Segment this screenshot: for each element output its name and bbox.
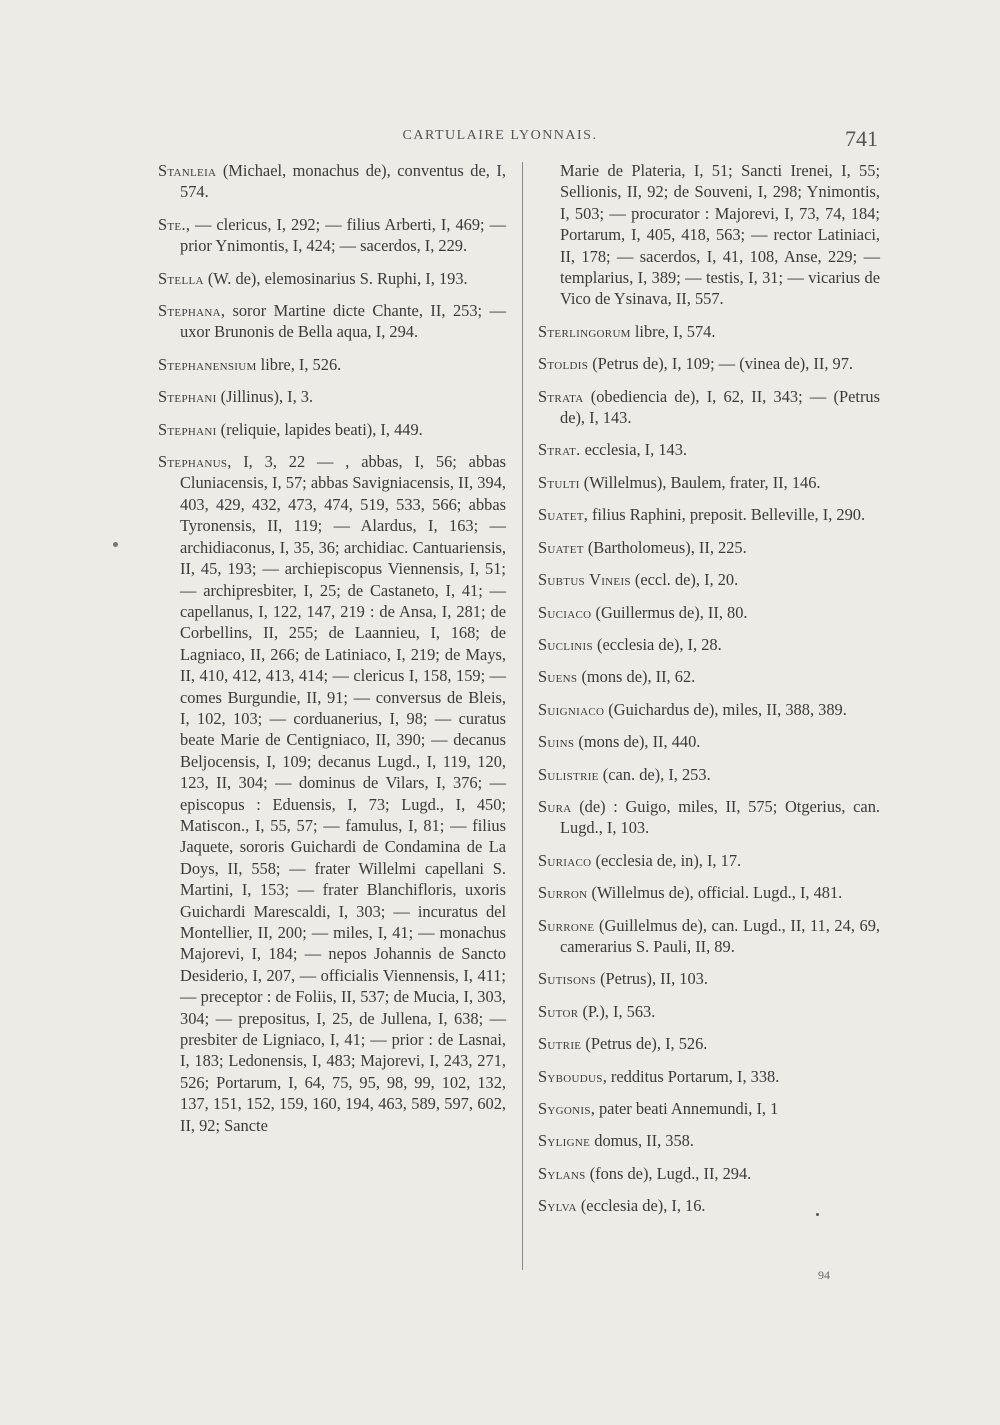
entry-text: (Guillelmus de), can. Lugd., II, 11, 24, 69, camerarius S. Pauli, II, 89. bbox=[560, 915, 880, 956]
entry-headword: Stephani bbox=[158, 419, 217, 439]
entry-headword: Stephanus bbox=[158, 452, 228, 472]
entry-text: (Michael, monachus de), conventus de, I, 574. bbox=[180, 161, 506, 202]
entry-text: , — clericus, I, 292; — filius Arberti, I, 469; — prior Ynimontis, I, 424; — sacerdos, I, 229. bbox=[180, 214, 506, 256]
entry-text: (P.), I, 563. bbox=[578, 1001, 656, 1021]
entry-headword: Sutor bbox=[538, 1001, 579, 1021]
index-entry bbox=[158, 386, 506, 407]
index-entry bbox=[158, 451, 506, 1136]
entry-text: (Bartholomeus), II, 225. bbox=[583, 537, 747, 557]
entry-text: (W. de), elemosinarius S. Ruphi, I, 193. bbox=[203, 268, 468, 288]
entry-text: , pater beati Annemundi, I, 1 bbox=[590, 1099, 779, 1118]
entry-text: libre, I, 574. bbox=[630, 321, 716, 341]
index-entry bbox=[158, 354, 506, 375]
entry-headword: Suatet bbox=[538, 505, 584, 525]
index-entry bbox=[538, 1130, 880, 1151]
index-entry bbox=[158, 214, 506, 257]
entry-text: (Willelmus de), official. Lugd., I, 481. bbox=[587, 883, 843, 903]
entry-text: (eccl. de), I, 20. bbox=[630, 570, 739, 590]
entry-text: Marie de Plateria, I, 51; Sancti Irenei, I, 55; Sellionis, II, 92; de Souveni, I, 298; Ynimontis, I, 503; — procurator : Majorevi, I, 73, 74, 184; Portarum, I, 405, 418, 563; — rector Latiniaci, II, 178; — sacerdos, I, 41, 108, Anse, 229; — templarius, I, 389; — testis, I, 31; — vicarius de Vico de Ysinava, II, 557. bbox=[560, 161, 880, 309]
index-entry bbox=[538, 731, 880, 752]
index-entry bbox=[538, 602, 880, 623]
entry-text: (de) : Guigo, miles, II, 575; Otgerius, can. Lugd., I, 103. bbox=[560, 796, 880, 838]
entry-text: (Willelmus), Baulem, frater, II, 146. bbox=[579, 472, 821, 492]
entry-headword: Stephanensium bbox=[158, 354, 257, 374]
index-entry bbox=[538, 850, 880, 871]
running-header: CARTULAIRE LYONNAIS. bbox=[402, 128, 598, 143]
entry-headword: Strat. bbox=[538, 440, 581, 460]
entry-headword: Sygonis bbox=[538, 1099, 591, 1118]
entry-text: , filius Raphini, preposit. Belleville, I, 290. bbox=[583, 505, 866, 525]
entry-text: , redditus Portarum, I, 338. bbox=[602, 1066, 780, 1086]
entry-text: (ecclesia de), I, 16. bbox=[576, 1196, 706, 1216]
entry-headword: Strata bbox=[538, 386, 584, 406]
index-entry bbox=[538, 504, 880, 525]
entry-headword: Suins bbox=[538, 732, 575, 752]
entry-headword: Subtus Vineis bbox=[538, 570, 631, 590]
entry-text: (Petrus), II, 103. bbox=[595, 969, 708, 989]
index-entry bbox=[538, 537, 880, 558]
entry-headword: Suriaco bbox=[538, 850, 592, 870]
entry-text: (mons de), II, 62. bbox=[577, 667, 696, 687]
index-entry bbox=[538, 386, 880, 429]
entry-headword: Surron bbox=[538, 883, 588, 903]
entry-headword: Stulti bbox=[538, 472, 580, 492]
entry-headword: Sylans bbox=[538, 1163, 586, 1183]
index-entry bbox=[538, 666, 880, 687]
entry-headword: Stephani bbox=[158, 387, 217, 407]
index-entry bbox=[538, 764, 880, 785]
index-entry bbox=[538, 634, 880, 655]
entry-text: , I, 3, 22 — , abbas, I, 56; abbas Cluniacensis, I, 57; abbas Savigniacensis, II, 394, 403, 429, 432, 473, 474, 519, 533, 566; abbas Tyronensis, II, 119; — Alardus, I, 163; — archidiaconus, I, 35, 36; archidiac. Cantuariensis, II, 45, 193; — archiepiscopus Viennensis, I, 51; — archipresbiter, I, 25; de Castaneto, I, 41; — capellanus, I, 122, 147, 219 : de Ansa, I, 281; de Corbellins, II, 255; de Laannieu, I, 168; de Lagniaco, II, 266; de Latiniaco, I, 219; de Mays, II, 410, 412, 413, 414; — clericus I, 158, 159; — comes Burgundie, II, 91; — conversus de Bleis, I, 102, 103; — corduanerius, I, 98; — curatus beate Marie de Centigniaco, II, 390; — decanus Beljocensis, I, 109; decanus Lugd., I, 119, 120, 123, II, 304; — dominus de Vilars, I, 376; — episcopus : Eduensis, I, 73; Lugd., I, 450; Matiscon., I, 55, 57; — famulus, I, 81; — filius Jaquete, sororis Guichardi de Condamina de La Doys, II, 558; — frater Willelmi capellani S. Martini, I, 153; — frater Blanchifloris, uxoris Guichardi Marescaldi, I, 303; — incuratus del Montellier, II, 200; — miles, I, 41; — monachus Majorevi, I, 184; — nepos Johannis de Sancto Desiderio, I, 207, — officialis Viennensis, I, 411; — preceptor : de Foliis, II, 537; de Mucia, I, 303, 304; — prepositus, I, 25, de Jullena, I, 638; — presbiter de Ligniaco, I, 41; — prior : de Lasnai, I, 183; Ledonensis, I, 483; Majorevi, I, 243, 271, 526; Portarum, I, 64, 75, 95, 98, 99, 102, 132, 137, 151, 152, 159, 160, 194, 463, 589, 597, 602, II, 92; Sancte bbox=[180, 452, 506, 1135]
entry-headword: Suens bbox=[538, 667, 578, 687]
entry-text: (Guichardus de), miles, II, 388, 389. bbox=[604, 699, 847, 719]
entry-text: (fons de), Lugd., II, 294. bbox=[585, 1163, 752, 1183]
entry-headword: Sterlingorum bbox=[538, 321, 631, 341]
index-entry bbox=[538, 353, 880, 374]
index-entry bbox=[538, 968, 880, 989]
entry-text: (reliquie, lapides beati), I, 449. bbox=[216, 419, 423, 439]
entry-text: (ecclesia de, in), I, 17. bbox=[591, 850, 742, 870]
index-entry bbox=[538, 472, 880, 493]
index-entry bbox=[158, 419, 506, 440]
entry-text: (can. de), I, 253. bbox=[598, 764, 711, 784]
entry-text: (Petrus de), I, 526. bbox=[581, 1034, 708, 1054]
column-divider bbox=[522, 162, 523, 1270]
entry-text: (Guillermus de), II, 80. bbox=[591, 602, 748, 622]
entry-headword: Suigniaco bbox=[538, 699, 605, 719]
entry-headword: Sutisons bbox=[538, 969, 596, 989]
index-entry bbox=[538, 1001, 880, 1022]
page-number: 741 bbox=[845, 126, 878, 151]
entry-headword: Stanleia bbox=[158, 161, 217, 180]
index-entry bbox=[538, 569, 880, 590]
entry-headword: Syligne bbox=[538, 1131, 591, 1151]
index-entry bbox=[158, 160, 506, 203]
entry-headword: Sura bbox=[538, 796, 572, 816]
entry-headword: Sylva bbox=[538, 1196, 577, 1216]
index-entry bbox=[538, 1098, 880, 1119]
entry-text: libre, I, 526. bbox=[256, 354, 342, 374]
index-entry bbox=[538, 882, 880, 903]
entry-text: domus, II, 358. bbox=[590, 1131, 694, 1151]
index-entry bbox=[538, 699, 880, 720]
entry-headword: Stella bbox=[158, 268, 204, 288]
entry-headword: Suatet bbox=[538, 537, 584, 557]
index-entry bbox=[538, 439, 880, 460]
entry-headword: Stoldis bbox=[538, 354, 589, 374]
entry-headword: Ste. bbox=[158, 214, 186, 234]
entry-headword: Sutrie bbox=[538, 1034, 582, 1054]
index-entry bbox=[538, 915, 880, 958]
index-entry bbox=[538, 1066, 880, 1087]
index-entry bbox=[538, 1033, 880, 1054]
entry-text: ecclesia, I, 143. bbox=[580, 440, 688, 460]
entry-text: , soror Martine dicte Chante, II, 253; — uxor Brunonis de Bella aqua, I, 294. bbox=[180, 301, 506, 342]
index-entry bbox=[538, 321, 880, 342]
entry-text: (Jillinus), I, 3. bbox=[216, 387, 314, 407]
left-column bbox=[158, 160, 506, 1147]
entry-text: (Petrus de), I, 109; — (vinea de), II, 97. bbox=[588, 354, 854, 374]
entry-headword: Stephana bbox=[158, 301, 221, 321]
entry-headword: Suclinis bbox=[538, 634, 593, 654]
entry-text: (obediencia de), I, 62, II, 343; — (Petrus de), I, 143. bbox=[560, 386, 880, 428]
index-entry bbox=[158, 300, 506, 343]
right-column bbox=[538, 160, 880, 1228]
index-entry bbox=[538, 160, 880, 310]
signature-mark: 94 bbox=[818, 1268, 830, 1282]
entry-headword: Suciaco bbox=[538, 602, 592, 622]
index-entry bbox=[158, 268, 506, 289]
entry-text: (mons de), II, 440. bbox=[574, 732, 701, 752]
entry-headword: Syboudus bbox=[538, 1066, 603, 1086]
index-entry bbox=[538, 1163, 880, 1184]
margin-mark bbox=[113, 542, 118, 547]
index-entry bbox=[538, 1195, 880, 1216]
entry-headword: Surrone bbox=[538, 915, 595, 935]
margin-mark bbox=[816, 1213, 819, 1216]
entry-headword: Sulistrie bbox=[538, 764, 599, 784]
index-entry bbox=[538, 796, 880, 839]
entry-text: (ecclesia de), I, 28. bbox=[592, 634, 722, 654]
